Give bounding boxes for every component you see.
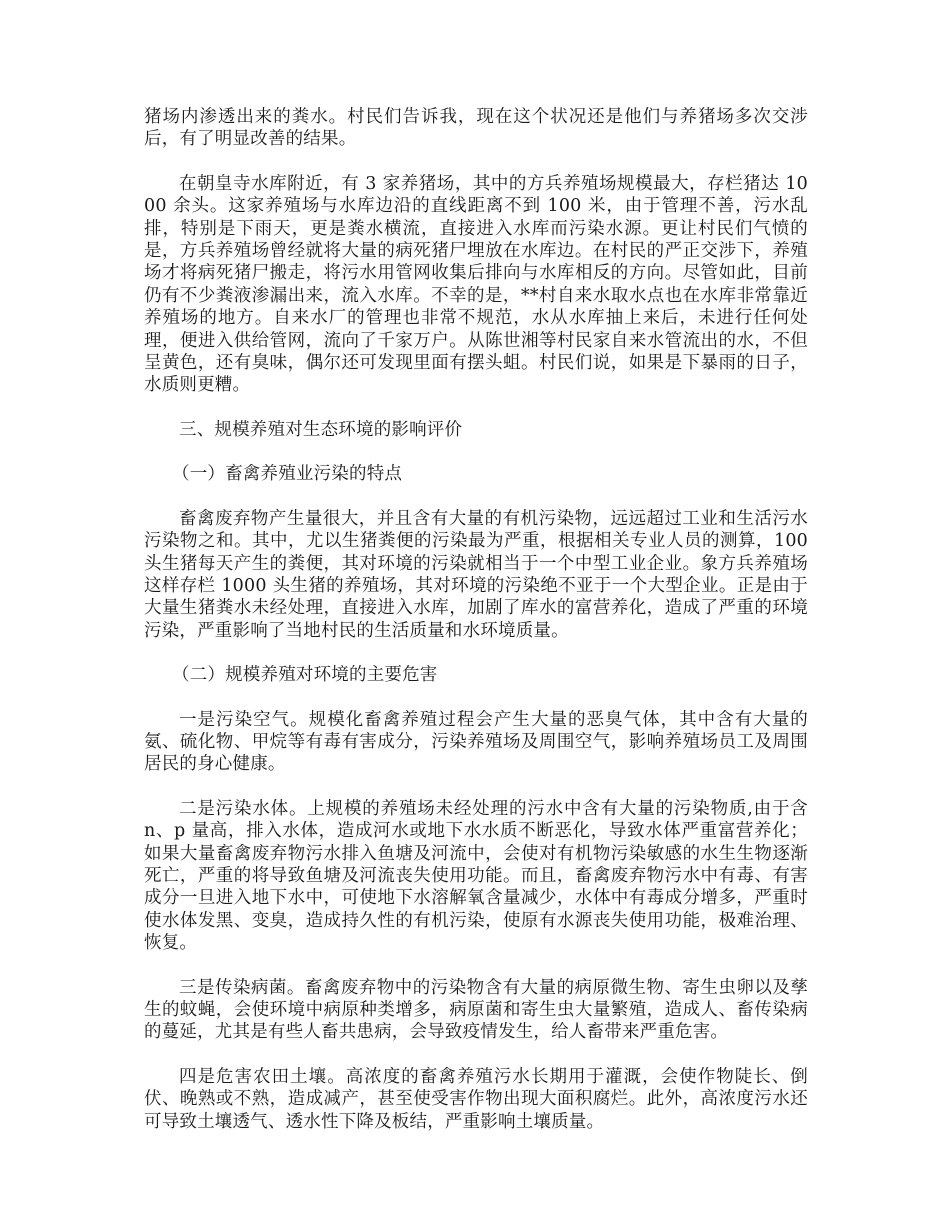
paragraph-soil-damage: 四是危害农田土壤。高浓度的畜禽养殖污水长期用于灌溉，会使作物陡长、倒伏、晚熟或不熟，造成减产，甚至使受害作物出现大面积腐烂。此外，高浓度污水还可导致土壤透气、透水性下降及板结，严重影响土壤质量。 [144,1066,808,1132]
paragraph-pathogen-spread: 三是传染病菌。畜禽废弃物中的污染物含有大量的病原微生物、寄生虫卵以及孳生的蚊蝇，会使环境中病原种类增多，病原菌和寄生虫大量繁殖，造成人、畜传染病的蔓延，尤其是有些人畜共患病，会导致疫情发生，给人畜带来严重危害。 [144,977,808,1043]
paragraph-air-pollution: 一是污染空气。规模化畜禽养殖过程会产生大量的恶臭气体，其中含有大量的氨、硫化物、甲烷等有毒有害成分，污染养殖场及周围空气，影响养殖场员工及周围居民的身心健康。 [144,709,808,775]
section-heading-impact-evaluation: 三、规模养殖对生态环境的影响评价 [179,419,463,440]
document-page [144,106,808,1186]
paragraph-pollution-features: 畜禽废弃物产生量很大，并且含有大量的有机污染物，远远超过工业和生活污水污染物之和。其中，尤以生猪粪便的污染最为严重，根据相关专业人员的测算，100 头生猪每天产生的粪便，其对环境的污染就相当于一个中型工业企业。象方兵养殖场这样存栏 1000 头生猪的养殖场，其对环境的污染绝不亚于一个大型企业。正是由于大量生猪粪水未经处理，直接进入水库，加剧了库水的富营养化，造成了严重的环境污染，严重影响了当地村民的生活质量和水环境质量。 [144,508,808,641]
subsection-heading-pollution-features: （一）畜禽养殖业污染的特点 [172,464,403,485]
paragraph-water-pollution: 二是污染水体。上规模的养殖场未经处理的污水中含有大量的污染物质,由于含 n、p 量高，排入水体，造成河水或地下水水质不断恶化，导致水体严重富营养化；如果大量畜禽废弃物污水排入鱼塘及河流中，会使对有机物污染敏感的水生生物逐渐死亡，严重的将导致鱼塘及河流丧失使用功能。而且，畜禽废弃物污水中有毒、有害成分一旦进入地下水中，可使地下水溶解氧含量减少，水体中有毒成分增多，严重时使水体发黑、变臭，造成持久性的有机污染，使原有水源丧失使用功能，极难治理、恢复。 [144,798,808,954]
paragraph-continuation: 猪场内渗透出来的粪水。村民们告诉我，现在这个状况还是他们与养猪场多次交涉后，有了明显改善的结果。 [144,107,808,150]
subsection-heading-main-hazards: （二）规模养殖对环境的主要危害 [172,665,438,686]
paragraph-reservoir-pollution: 在朝皇寺水库附近，有 3 家养猪场，其中的方兵养殖场规模最大，存栏猪达 1000 余头。这家养殖场与水库边沿的直线距离不到 100 米，由于管理不善，污水乱排，特别是下雨天，更是粪水横流，直接进入水库而污染水源。更让村民们气愤的是，方兵养殖场曾经就将大量的病死猪尸埋放在水库边。在村民的严正交涉下，养殖场才将病死猪尸搬走，将污水用管网收集后排向与水库相反的方向。尽管如此，目前仍有不少粪液渗漏出来，流入水库。不幸的是，**村自来水取水点也在水库非常靠近养殖场的地方。自来水厂的管理也非常不规范，水从水库抽上来后，未进行任何处理，便进入供给管网，流向了千家万户。从陈世湘等村民家自来水管流出的水，不但呈黄色，还有臭味，偶尔还可发现里面有摆头蛆。村民们说，如果是下暴雨的日子，水质则更糟。 [144,173,808,396]
